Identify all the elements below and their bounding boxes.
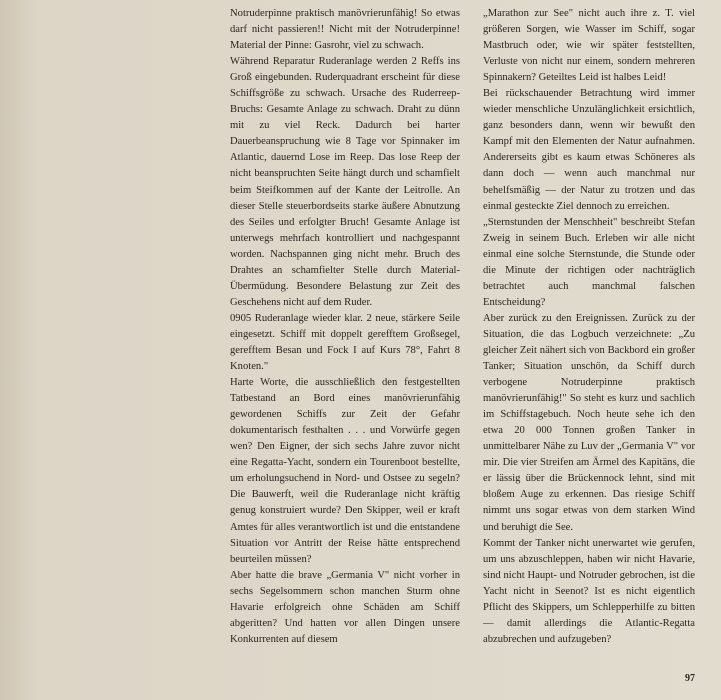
paragraph: Bei rückschauender Betrachtung wird immer wieder menschliche Unzulänglichkeit ersichtlich, ganz besonders dann, wenn wir bewußt den Kampf mit den Elementen der Natur aufnahmen. Andererseits gibt es kaum etwas Schöneres als dann doch — wenn auch manchmal nur behelfsmäßig — der Natur zu trotzen und das einmal gesteckte Ziel dennoch zu erreichen. (483, 88, 695, 212)
page-number: 97 (685, 673, 695, 684)
paragraph: Kommt der Tanker nicht unerwartet wie gerufen, um uns abzuschleppen, haben wir nicht Havarie, sind nicht Haupt- und Notruder gebrochen, ist die Yacht nicht in Seenot? Ist es nicht eigentlich Pflicht des Skippers, um Schlepperhilfe zu bitten — damit allerdings die Atlantic-Regatta abzubrechen und aufzugeben? (483, 537, 695, 645)
paragraph: Notruderpinne praktisch manövrierunfähig! So etwas darf nicht passieren!! Nicht mit der Notruderpinne! Material der Pinne: Gasrohr, viel zu schwach. (230, 8, 460, 52)
paragraph: Aber zurück zu den Ereignissen. Zurück zu der Situation, die das Logbuch verzeichnete: „Zu gleicher Zeit nähert sich von Backbord ein großer Tanker; Situation unschön, da Schiff durch verbogene Notruderpinne praktisch manövrierunfähig!" So steht es kurz und sachlich im Schiffstagebuch. Noch heute sehe ich den etwa 20 000 Tonnen großen Tanker in unmittelbarer Nähe zu Luv der „Germania V" vor mir. Die vier Streifen am Ärmel des Kapitäns, die er lässig über die Brückennock lehnt, sind mit bloßem Auge zu erkennen. Das riesige Schiff nimmt uns sogar etwas von dem starken Wind und beruhigt die See. (483, 312, 695, 533)
paragraph: Harte Worte, die ausschließlich den festgestellten Tatbestand an Bord eines manövrierunfähig gewordenen Schiffs zur Zeit der Gefahr dokumentarisch festhalten . . . und Vorwürfe gegen wen? Den Eigner, der sich sechs Jahre zuvor nicht eine Regatta-Yacht, sondern ein Tourenboot bestellte, um erholungsuchend in Nord- und Ostsee zu segeln? Die Bauwerft, weil die Ruderanlage nicht kräftig genug konstruiert wurde? Den Skipper, weil er kraft Amtes für alles verantwortlich ist und die entstandene Situation vor Antritt der Reise hätte entsprechend beurteilen müssen? (230, 377, 460, 565)
paragraph: „Marathon zur See" nicht auch ihre z. T. viel größeren Sorgen, wie Wasser im Schiff, sogar Mastbruch oder, wie wir später feststellten, Verluste von nicht nur einem, sondern mehreren Spinnakern? Geteiltes Leid ist halbes Leid! (483, 8, 695, 84)
left-text-column (230, 6, 460, 648)
right-text-column (483, 6, 695, 648)
paragraph: 0905 Ruderanlage wieder klar. 2 neue, stärkere Seile eingesetzt. Schiff mit doppelt gerefftem Großsegel, gerefftem Besan und Fock I auf Kurs 78°, Fahrt 8 Knoten." (230, 312, 460, 373)
paragraph: Während Reparatur Ruderanlage werden 2 Reffs ins Groß eingebunden. Ruderquadrant erscheint für diese Schiffsgröße zu schwach. Ursache des Ruderreep-Bruchs: Gesamte Anlage zu schwach. Draht zu dünn mit zu viel Reck. Dadurch bei harter Dauerbeanspruchung wie 8 Tage vor Spinnaker im Atlantic, dauernd Lose im Reep. Das lose Reep der nicht beanspruchten Seite hängt durch und schamfielt beim Steifkommen auf der Kante der Leitrolle. An dieser Stelle steuerbordseits starke äußere Abnutzung des Seiles und erfolgter Bruch! Gesamte Anlage ist unterwegs mehrfach kontrolliert und nachgespannt worden. Nachspannen ging nicht mehr. Bruch des Drahtes an schamfielter Stelle durch Material-Übermüdung. Besondere Belastung zur Zeit des Geschehens nicht auf dem Ruder. (230, 56, 460, 308)
paragraph: „Sternstunden der Menschheit" beschreibt Stefan Zweig in seinem Buch. Erleben wir alle nicht einmal eine solche Sternstunde, die Stunde oder die Minute der richtigen oder nachträglich betrachtet auch manchmal falschen Entscheidung? (483, 216, 695, 308)
paragraph: Aber hatte die brave „Germania V" nicht vorher in sechs Segelsommern schon manchen Sturm ohne Havarie erfolgreich ohne Schäden am Schiff abgeritten? Und hatten vor allen Dingen unsere Konkurrenten auf diesem (230, 569, 460, 645)
